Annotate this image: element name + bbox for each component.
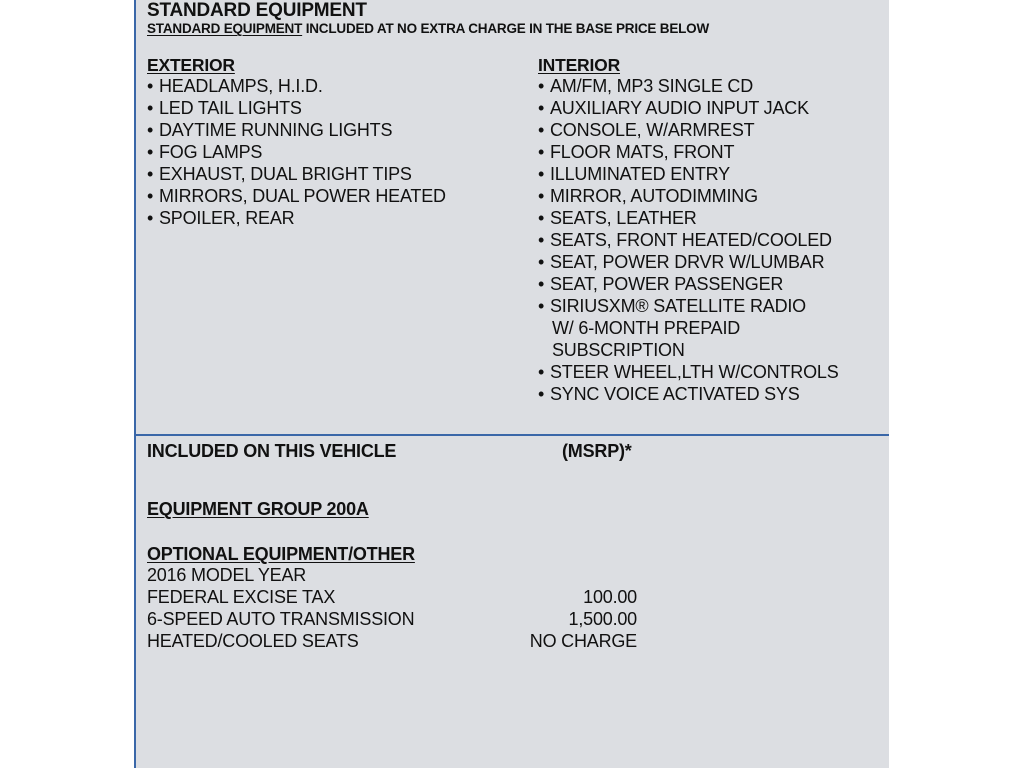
bullet-icon: • <box>538 164 545 184</box>
bullet-icon: • <box>147 98 154 118</box>
standard-equipment-subtitle <box>147 20 709 38</box>
list-item-label: FOG LAMPS <box>159 142 263 162</box>
bullet-icon: • <box>538 274 545 294</box>
list-item-continuation: W/ 6-MONTH PREPAID <box>552 318 741 338</box>
bullet-icon: • <box>538 296 545 316</box>
list-item-label: SPOILER, REAR <box>159 208 295 228</box>
list-item-label: SEAT, POWER PASSENGER <box>550 274 784 294</box>
bullet-icon: • <box>538 142 545 162</box>
list-item <box>538 163 839 185</box>
standard-equipment-title: STANDARD EQUIPMENT <box>147 0 367 21</box>
list-item-label: MIRROR, AUTODIMMING <box>550 186 758 206</box>
list-item <box>538 119 839 141</box>
list-item-label: ILLUMINATED ENTRY <box>550 164 730 184</box>
list-item <box>538 141 839 163</box>
bullet-icon: • <box>538 252 545 272</box>
section-divider <box>136 434 889 436</box>
option-row-price: NO CHARGE <box>529 631 637 651</box>
list-item <box>538 75 839 97</box>
list-item <box>538 361 839 383</box>
list-item-label: DAYTIME RUNNING LIGHTS <box>159 120 393 140</box>
list-item <box>147 75 446 97</box>
interior-heading: INTERIOR <box>538 55 621 75</box>
list-item-label: SYNC VOICE ACTIVATED SYS <box>550 384 800 404</box>
list-item-label: FLOOR MATS, FRONT <box>550 142 735 162</box>
option-row-price: 1,500.00 <box>568 609 637 629</box>
bullet-icon: • <box>147 76 154 96</box>
list-item <box>538 251 839 273</box>
msrp-label: (MSRP)* <box>562 441 632 461</box>
list-item-label: EXHAUST, DUAL BRIGHT TIPS <box>159 164 412 184</box>
list-item-label: SEATS, LEATHER <box>550 208 697 228</box>
list-item-label: STEER WHEEL,LTH W/CONTROLS <box>550 362 839 382</box>
list-item <box>538 383 839 405</box>
list-item <box>147 163 446 185</box>
list-item <box>538 273 839 295</box>
optional-equipment-heading: OPTIONAL EQUIPMENT/OTHER <box>147 544 415 564</box>
list-item <box>538 185 839 207</box>
bullet-icon: • <box>147 164 154 184</box>
list-item-label: AM/FM, MP3 SINGLE CD <box>550 76 754 96</box>
list-item-continuation: SUBSCRIPTION <box>552 340 685 360</box>
list-item <box>147 97 446 119</box>
bullet-icon: • <box>147 186 154 206</box>
exterior-heading: EXTERIOR <box>147 55 235 75</box>
list-item <box>538 295 839 361</box>
list-item-label: HEADLAMPS, H.I.D. <box>159 76 323 96</box>
option-row-item: FEDERAL EXCISE TAX <box>147 587 336 607</box>
list-item <box>538 207 839 229</box>
list-item <box>538 97 839 119</box>
list-item <box>538 229 839 251</box>
exterior-list <box>147 75 446 229</box>
window-sticker-panel <box>134 0 889 768</box>
list-item <box>147 141 446 163</box>
bullet-icon: • <box>147 120 154 140</box>
list-item-label: SIRIUSXM® SATELLITE RADIO <box>550 296 806 316</box>
bullet-icon: • <box>147 208 154 228</box>
option-row-item: 6-SPEED AUTO TRANSMISSION <box>147 609 415 629</box>
interior-list <box>538 75 839 405</box>
equipment-group-label: EQUIPMENT GROUP 200A <box>147 499 369 519</box>
option-row-item: 2016 MODEL YEAR <box>147 565 307 585</box>
bullet-icon: • <box>538 76 545 96</box>
bullet-icon: • <box>538 186 545 206</box>
list-item-label: LED TAIL LIGHTS <box>159 98 302 118</box>
list-item-label: MIRRORS, DUAL POWER HEATED <box>159 186 446 206</box>
list-item-label: SEAT, POWER DRVR W/LUMBAR <box>550 252 825 272</box>
list-item-label: SEATS, FRONT HEATED/COOLED <box>550 230 832 250</box>
bullet-icon: • <box>538 362 545 382</box>
bullet-icon: • <box>538 208 545 228</box>
list-item-label: AUXILIARY AUDIO INPUT JACK <box>550 98 809 118</box>
subtitle-underlined: STANDARD EQUIPMENT <box>147 21 303 36</box>
bullet-icon: • <box>538 230 545 250</box>
bullet-icon: • <box>147 142 154 162</box>
bullet-icon: • <box>538 120 545 140</box>
bullet-icon: • <box>538 98 545 118</box>
option-row-price: 100.00 <box>583 587 637 607</box>
list-item <box>147 207 446 229</box>
list-item <box>147 119 446 141</box>
option-row-item: HEATED/COOLED SEATS <box>147 631 359 651</box>
list-item <box>147 185 446 207</box>
subtitle-rest: INCLUDED AT NO EXTRA CHARGE IN THE BASE PRICE BELOW <box>302 21 710 36</box>
included-heading: INCLUDED ON THIS VEHICLE <box>147 441 397 461</box>
bullet-icon: • <box>538 384 545 404</box>
list-item-label: CONSOLE, W/ARMREST <box>550 120 755 140</box>
